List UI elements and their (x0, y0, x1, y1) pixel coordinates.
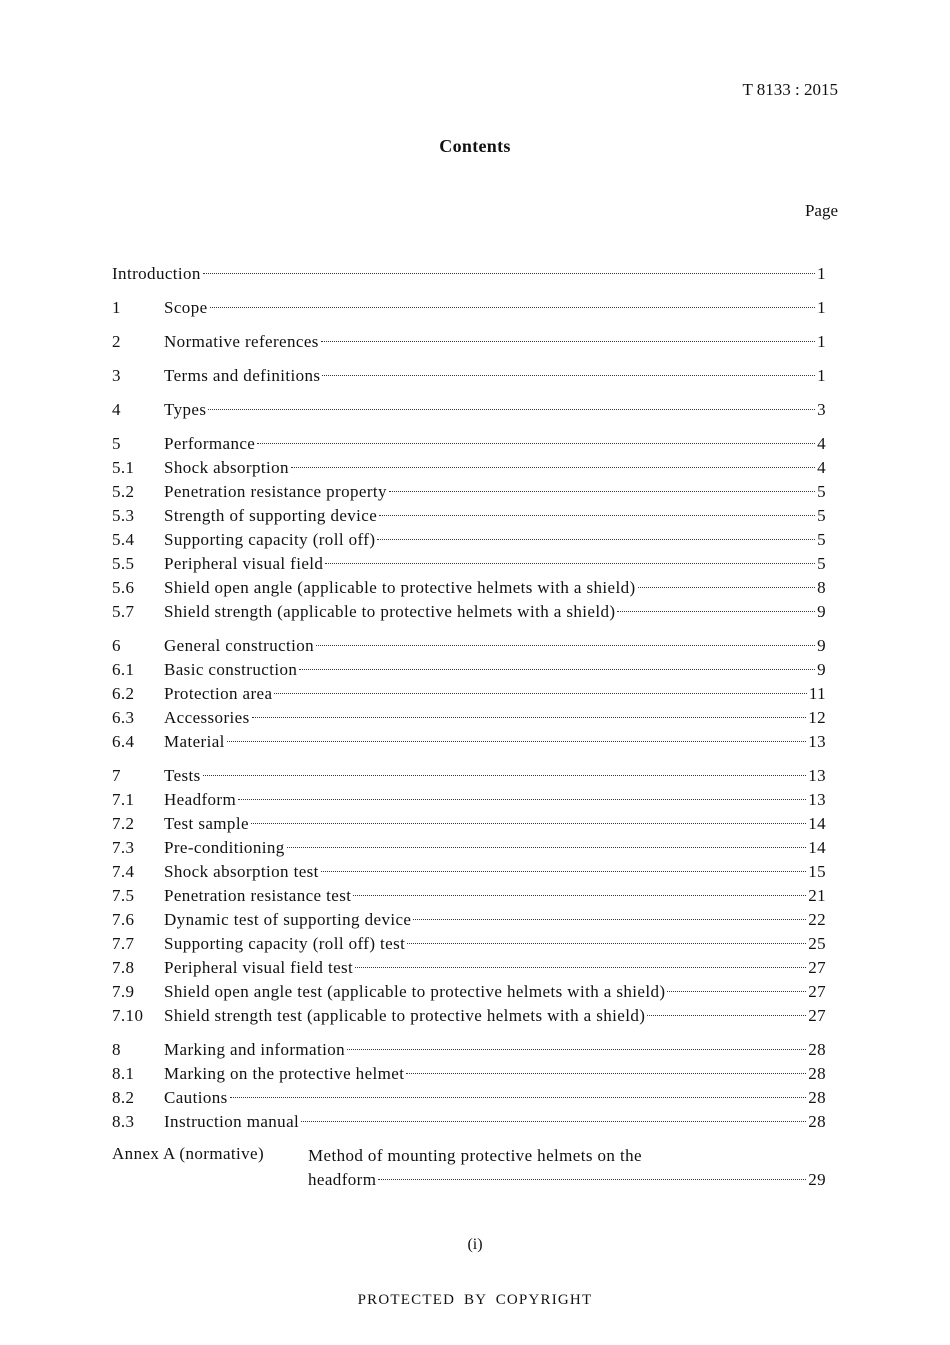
toc-entry-title: Peripheral visual field (164, 554, 324, 573)
toc-entry-title: Instruction manual (164, 1112, 300, 1131)
dot-leader (378, 1179, 806, 1180)
dot-leader (638, 587, 816, 588)
toc-entry-title: Marking and information (164, 1040, 346, 1059)
toc-entry[interactable] (112, 330, 826, 354)
toc-entry-number: 6.1 (112, 660, 135, 679)
toc-entry-number: 2 (112, 332, 121, 351)
toc-entry-page: 1 (817, 298, 826, 317)
dot-leader (377, 539, 815, 540)
dot-leader (203, 273, 815, 274)
dot-leader (325, 563, 815, 564)
toc-entry-number: 7.2 (112, 814, 135, 833)
toc-entry[interactable] (112, 576, 826, 600)
toc-entry-number: 5.7 (112, 602, 135, 621)
toc-entry-number: 5.2 (112, 482, 135, 501)
dot-leader (413, 919, 806, 920)
dot-leader (257, 443, 815, 444)
toc-entry-number: 7.3 (112, 838, 135, 857)
toc-entry-page: 9 (817, 660, 826, 679)
toc-entry-title: Material (164, 732, 225, 751)
dot-leader (291, 467, 815, 468)
dot-leader (667, 991, 806, 992)
toc-entry-title: Shield open angle (applicable to protective helmets with a shield) (164, 578, 636, 597)
toc-entry-number: 6.2 (112, 684, 135, 703)
toc-entry-page: 5 (817, 506, 826, 525)
toc-entry-page: 13 (808, 732, 826, 751)
toc-entry-title: Test sample (164, 814, 249, 833)
toc-entry-number: 5.6 (112, 578, 135, 597)
toc-entries (112, 262, 826, 1134)
toc-entry-number: 7.6 (112, 910, 135, 929)
dot-leader (230, 1097, 807, 1098)
toc-entry-page: 1 (817, 332, 826, 351)
toc-entry-page: 5 (817, 554, 826, 573)
toc-entry-title: Normative references (164, 332, 319, 351)
copyright-notice: PROTECTED BY COPYRIGHT (357, 1292, 593, 1308)
toc-entry-number: 8.2 (112, 1088, 135, 1107)
toc-entry-page: 28 (808, 1112, 826, 1131)
dot-leader (617, 611, 815, 612)
dot-leader (238, 799, 806, 800)
dot-leader (407, 943, 806, 944)
toc-entry[interactable] (112, 600, 826, 624)
toc-entry-title: Protection area (164, 684, 273, 703)
toc-entry-page: 28 (808, 1088, 826, 1107)
toc-entry-page: 13 (808, 790, 826, 809)
dot-leader (301, 1121, 806, 1122)
toc-entry-number: 7.7 (112, 934, 135, 953)
toc-entry-page: 14 (808, 814, 826, 833)
toc-entry-title: Shield strength test (applicable to protective helmets with a shield) (164, 1006, 646, 1025)
toc-entry[interactable] (112, 432, 826, 456)
toc-entry-page: 28 (808, 1064, 826, 1083)
toc-entry-number: 7 (112, 766, 121, 785)
toc-entry-title: Marking on the protective helmet (164, 1064, 405, 1083)
toc-entry-page: 4 (817, 434, 826, 453)
dot-leader (355, 967, 806, 968)
toc-entry[interactable] (112, 1004, 826, 1028)
toc-entry-number: 7.5 (112, 886, 135, 905)
toc-entry[interactable] (112, 980, 826, 1004)
toc-entry-number: 7.4 (112, 862, 135, 881)
toc-entry[interactable] (112, 956, 826, 980)
toc-entry[interactable] (112, 836, 826, 860)
toc-entry-number: 7.1 (112, 790, 135, 809)
toc-entry-title: Supporting capacity (roll off) test (164, 934, 406, 953)
toc-entry-title: Terms and definitions (164, 366, 321, 385)
toc-entry[interactable] (112, 908, 826, 932)
toc-annex-entry[interactable] (112, 1144, 826, 1192)
toc-entry-number: 6 (112, 636, 121, 655)
standard-number: T 8133 : 2015 (742, 80, 838, 99)
toc-entry-title: Basic construction (164, 660, 298, 679)
toc-entry-number: 4 (112, 400, 121, 419)
toc-entry-page: 8 (817, 578, 826, 597)
annex-title-line2: headform (308, 1170, 377, 1189)
toc-entry[interactable] (112, 658, 826, 682)
dot-leader (299, 669, 815, 670)
toc-entry[interactable] (112, 764, 826, 788)
dot-leader (208, 409, 815, 410)
dot-leader (321, 871, 806, 872)
toc-entry[interactable] (112, 730, 826, 754)
toc-entry-page: 22 (808, 910, 826, 929)
toc-entry[interactable] (112, 296, 826, 320)
toc-entry-number: 8.3 (112, 1112, 135, 1131)
toc-entry-title: Pre-conditioning (164, 838, 285, 857)
toc-entry[interactable] (112, 1062, 826, 1086)
annex-title-line1: Method of mounting protective helmets on the (308, 1146, 642, 1165)
toc-entry[interactable] (112, 552, 826, 576)
toc-entry-number: 7.8 (112, 958, 135, 977)
toc-entry-number: 5.5 (112, 554, 135, 573)
toc-entry-title: Penetration resistance property (164, 482, 387, 501)
toc-entry-title: Accessories (164, 708, 250, 727)
toc-entry[interactable] (112, 456, 826, 480)
toc-entry-title: General construction (164, 636, 315, 655)
dot-leader (210, 307, 816, 308)
toc-entry-page: 4 (817, 458, 826, 477)
dot-leader (251, 823, 806, 824)
toc-entry[interactable] (112, 364, 826, 388)
toc-entry-title: Scope (164, 298, 208, 317)
toc-entry-title: Peripheral visual field test (164, 958, 354, 977)
toc-entry-page: 1 (817, 366, 826, 385)
toc-entry-page: 3 (817, 400, 826, 419)
toc-entry-title: Shield open angle test (applicable to protective helmets with a shield) (164, 982, 666, 1001)
toc-entry[interactable] (112, 706, 826, 730)
toc-entry[interactable] (112, 528, 826, 552)
annex-title (308, 1144, 826, 1192)
dot-leader (647, 1015, 806, 1016)
toc-entry[interactable] (112, 932, 826, 956)
toc-entry-page: 27 (808, 1006, 826, 1025)
toc-entry-title: Performance (164, 434, 256, 453)
dot-leader (322, 375, 815, 376)
toc-entry-title: Penetration resistance test (164, 886, 352, 905)
toc-entry-number: 8 (112, 1040, 121, 1059)
toc-entry[interactable] (112, 262, 826, 286)
page-column-label: Page (804, 201, 838, 220)
toc-entry-page: 5 (817, 530, 826, 549)
page-title: Contents (439, 136, 511, 156)
toc-entry-page: 9 (817, 602, 826, 621)
toc-entry-number: 5 (112, 434, 121, 453)
toc-entry[interactable] (112, 884, 826, 908)
toc-entry-title: Shock absorption test (164, 862, 319, 881)
toc-entry[interactable] (112, 1086, 826, 1110)
toc-entry[interactable] (112, 480, 826, 504)
toc-entry[interactable] (112, 860, 826, 884)
toc-entry-page: 13 (808, 766, 826, 785)
toc-entry-page: 12 (808, 708, 826, 727)
toc-entry[interactable] (112, 1038, 826, 1062)
toc-entry[interactable] (112, 504, 826, 528)
toc-entry-number: 6.4 (112, 732, 135, 751)
dot-leader (321, 341, 815, 342)
toc-entry-number: 5.3 (112, 506, 135, 525)
toc-entry[interactable] (112, 398, 826, 422)
toc-entry-page: 27 (808, 982, 826, 1001)
toc-entry[interactable] (112, 812, 826, 836)
toc-entry-page: 9 (817, 636, 826, 655)
toc-entry-number: 8.1 (112, 1064, 135, 1083)
toc-entry[interactable] (112, 634, 826, 658)
toc-entry-title: Types (164, 400, 207, 419)
toc-entry-page: 21 (808, 886, 826, 905)
toc-entry-number: 7.9 (112, 982, 135, 1001)
annex-label: Annex A (normative) (112, 1144, 265, 1163)
dot-leader (379, 515, 815, 516)
toc-entry-page: 28 (808, 1040, 826, 1059)
toc-entry-page: 5 (817, 482, 826, 501)
toc-entry-number: 6.3 (112, 708, 135, 727)
toc-entry-number: 5.4 (112, 530, 135, 549)
toc-entry-title: Tests (164, 766, 201, 785)
dot-leader (406, 1073, 806, 1074)
dot-leader (227, 741, 806, 742)
toc-entry-page: 11 (808, 684, 826, 703)
table-of-contents (112, 262, 826, 1192)
dot-leader (353, 895, 806, 896)
toc-entry-number: 3 (112, 366, 121, 385)
toc-entry-title: Strength of supporting device (164, 506, 378, 525)
toc-entry[interactable] (112, 682, 826, 706)
annex-page: 29 (808, 1170, 826, 1189)
page-number: (i) (467, 1236, 483, 1253)
annex-title-line2-row (308, 1168, 826, 1192)
dot-leader (389, 491, 815, 492)
toc-entry-number: 7.10 (112, 1006, 144, 1025)
toc-entry-number: 5.1 (112, 458, 135, 477)
dot-leader (347, 1049, 806, 1050)
toc-entry-title: Shield strength (applicable to protective helmets with a shield) (164, 602, 616, 621)
toc-entry-title: Introduction (112, 264, 201, 283)
toc-entry-page: 1 (817, 264, 826, 283)
dot-leader (316, 645, 815, 646)
toc-entry-page: 25 (808, 934, 826, 953)
dot-leader (274, 693, 806, 694)
toc-entry-title: Headform (164, 790, 237, 809)
toc-entry-page: 27 (808, 958, 826, 977)
toc-entry-number: 1 (112, 298, 121, 317)
dot-leader (252, 717, 807, 718)
toc-entry-page: 15 (808, 862, 826, 881)
dot-leader (287, 847, 807, 848)
toc-entry[interactable] (112, 1110, 826, 1134)
toc-entry-title: Supporting capacity (roll off) (164, 530, 376, 549)
toc-entry-title: Dynamic test of supporting device (164, 910, 412, 929)
toc-entry-title: Shock absorption (164, 458, 289, 477)
dot-leader (203, 775, 806, 776)
toc-entry-title: Cautions (164, 1088, 228, 1107)
toc-entry[interactable] (112, 788, 826, 812)
toc-entry-page: 14 (808, 838, 826, 857)
